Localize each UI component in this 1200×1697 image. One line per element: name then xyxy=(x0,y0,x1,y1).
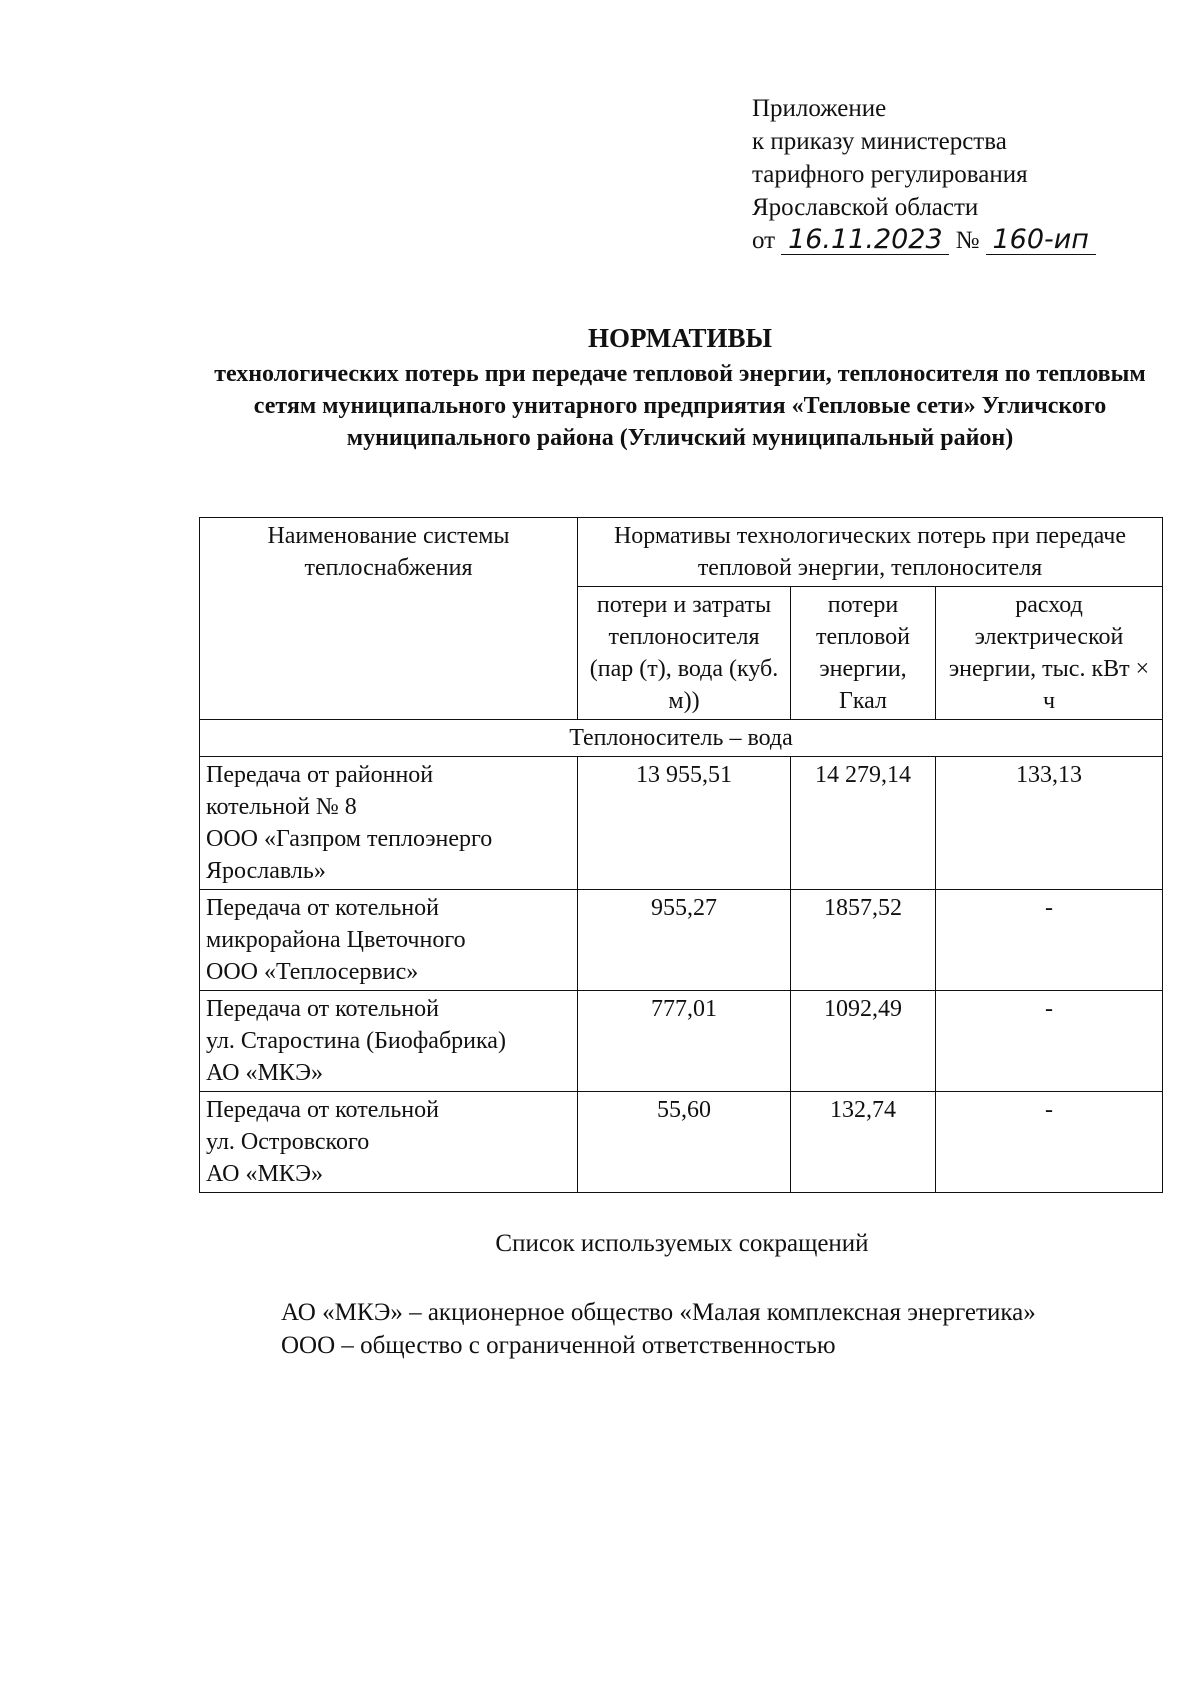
appendix-block xyxy=(752,92,1096,257)
cell-heat: 1092,49 xyxy=(791,991,936,1092)
name-line: Ярославль» xyxy=(206,858,326,884)
cell-power: 133,13 xyxy=(936,757,1163,890)
cell-power: - xyxy=(936,991,1163,1092)
header-power: расход электрической энергии, тыс. кВт × ч xyxy=(936,587,1163,720)
cell-heat: 14 279,14 xyxy=(791,757,936,890)
appendix-line: тарифного регулирования xyxy=(752,161,1028,188)
appendix-line: Ярославской области xyxy=(752,194,979,221)
cell-power: - xyxy=(936,1092,1163,1193)
handwritten-date: 16.11.2023 xyxy=(781,226,949,255)
document-title xyxy=(200,322,1160,454)
name-line: Передача от котельной xyxy=(206,996,439,1022)
handwritten-number: 160-ип xyxy=(986,226,1096,255)
appendix-line: к приказу министерства xyxy=(752,128,1007,155)
appendix-line: Приложение xyxy=(752,95,887,122)
table-row xyxy=(200,1092,1163,1193)
name-line: АО «МКЭ» xyxy=(206,1060,323,1086)
name-line: АО «МКЭ» xyxy=(206,1161,323,1187)
table-row xyxy=(200,757,1163,890)
section-label: Теплоноситель – вода xyxy=(200,720,1163,757)
abbreviations-title: Список используемых сокращений xyxy=(495,1230,869,1257)
name-line: ООО «Теплосервис» xyxy=(206,959,419,985)
cell-losses: 55,60 xyxy=(578,1092,791,1193)
name-line: ООО «Газпром теплоэнерго xyxy=(206,826,493,852)
number-sign: № xyxy=(955,227,980,254)
row-system-name xyxy=(200,991,578,1092)
abbreviation-item: АО «МКЭ» – акционерное общество «Малая комплексная энергетика» xyxy=(281,1299,1036,1326)
name-line: Передача от котельной xyxy=(206,1097,439,1123)
table-row xyxy=(200,890,1163,991)
appendix-date-line xyxy=(752,224,1096,257)
table-section-row xyxy=(200,720,1163,757)
cell-losses: 13 955,51 xyxy=(578,757,791,890)
cell-losses: 777,01 xyxy=(578,991,791,1092)
table-header-row xyxy=(200,518,1163,587)
cell-heat: 1857,52 xyxy=(791,890,936,991)
header-heat: потери тепловой энергии, Гкал xyxy=(791,587,936,720)
cell-heat: 132,74 xyxy=(791,1092,936,1193)
row-system-name xyxy=(200,890,578,991)
name-line: Передача от котельной xyxy=(206,895,439,921)
cell-losses: 955,27 xyxy=(578,890,791,991)
date-prefix: от xyxy=(752,227,776,254)
title-main: НОРМАТИВЫ xyxy=(587,323,773,353)
name-line: ул. Старостина (Биофабрика) xyxy=(206,1028,506,1054)
row-system-name xyxy=(200,757,578,890)
abbreviations-list xyxy=(281,1296,1036,1362)
name-line: Передача от районной xyxy=(206,762,434,788)
name-line: ул. Островского xyxy=(206,1129,370,1155)
name-line: микрорайона Цветочного xyxy=(206,927,466,953)
header-norms: Нормативы технологических потерь при передаче тепловой энергии, теплоносителя xyxy=(578,518,1163,587)
header-losses: потери и затраты теплоносителя (пар (т), вода (куб. м)) xyxy=(578,587,791,720)
title-subtitle: технологических потерь при передаче тепловой энергии, теплоносителя по тепловым сетям муниципального унитарного предприятия «Тепловые сети» Угличского муниципального района (Угличский муниципальный район) xyxy=(214,361,1146,451)
abbreviation-item: ООО – общество с ограниченной ответственностью xyxy=(281,1332,836,1359)
name-line: котельной № 8 xyxy=(206,794,357,820)
cell-power: - xyxy=(936,890,1163,991)
header-system: Наименование системы теплоснабжения xyxy=(200,518,578,720)
table-row xyxy=(200,991,1163,1092)
row-system-name xyxy=(200,1092,578,1193)
norms-table xyxy=(199,517,1163,1193)
